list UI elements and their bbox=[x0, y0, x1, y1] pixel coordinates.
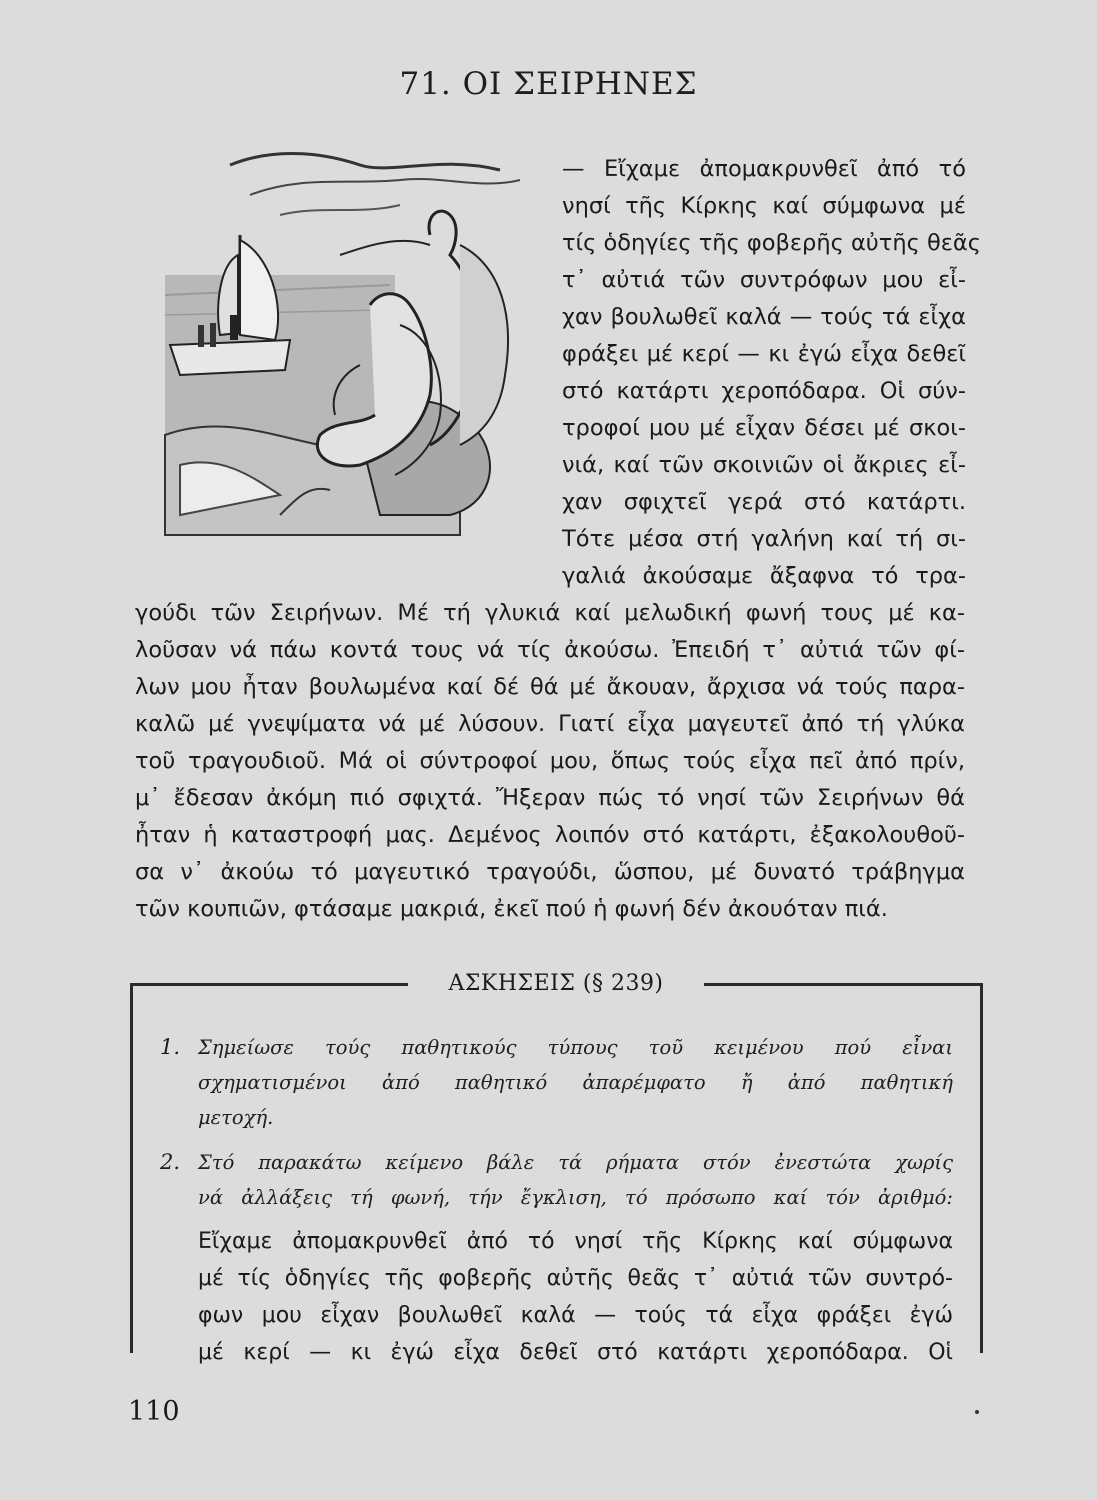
text-line: μ᾽ ἔδεσαν ἀκόμη πιό σφιχτά. Ἤξεραν πώς τό νησί τῶν Σειρήνων θά bbox=[135, 785, 965, 811]
text-line: χαν βουλωθεῖ καλά — τούς τά εἶχα bbox=[562, 304, 966, 330]
text-line: τοῦ τραγουδιοῦ. Μά οἱ σύντροφοί μου, ὅπως τούς εἶχα πεῖ ἀπό πρίν, bbox=[135, 748, 965, 774]
text-line: τῶν κουπιῶν, φτάσαμε μακριά, ἐκεῖ πού ἡ φωνή δέν ἀκουόταν πιά. bbox=[135, 896, 888, 922]
sirens-ship-drawing bbox=[160, 135, 560, 575]
exercise-number: 2. bbox=[160, 1150, 181, 1174]
text-line: νησί τῆς Κίρκης καί σύμφωνα μέ bbox=[562, 193, 966, 219]
text-line: νιά, καί τῶν σκοινιῶν οἱ ἄκριες εἶ- bbox=[562, 452, 966, 478]
text-line: λοῦσαν νά πάω κοντά τους νά τίς ἀκούσω. Ἐπειδή τ᾽ αὐτιά τῶν φί- bbox=[135, 637, 965, 663]
ink-dot bbox=[975, 1410, 979, 1414]
text-line: φράξει μέ κερί — κι ἐγώ εἶχα δεθεῖ bbox=[562, 341, 966, 367]
text-line: τίς ὁδηγίες τῆς φοβερῆς αὐτῆς θεᾶς bbox=[562, 230, 981, 256]
text-line: μέ τίς ὁδηγίες τῆς φοβερῆς αὐτῆς θεᾶς τ᾽ αὐτιά τῶν συντρό- bbox=[198, 1266, 953, 1291]
exercise-line: σχηματισμένοι ἀπό παθητικό ἀπαρέμφατο ἤ ἀπό παθητική bbox=[198, 1071, 953, 1094]
exercise-line: μετοχή. bbox=[198, 1106, 274, 1129]
text-line: σα ν᾽ ἀκούω τό μαγευτικό τραγούδι, ὥσπου, μέ δυνατό τράβηγμα bbox=[135, 859, 965, 885]
page-number: 110 bbox=[128, 1396, 180, 1427]
text-line: λων μου ἦταν βουλωμένα καί δέ θά μέ ἄκουαν, ἄρχισα νά τούς παρα- bbox=[135, 674, 965, 700]
text-line: τ᾽ αὐτιά τῶν συντρόφων μου εἶ- bbox=[562, 267, 966, 293]
text-line: στό κατάρτι χεροπόδαρα. Οἱ σύν- bbox=[562, 378, 966, 404]
chapter-title: 71. ΟΙ ΣΕΙΡΗΝΕΣ bbox=[399, 66, 698, 102]
text-line: μέ κερί — κι ἐγώ εἶχα δεθεῖ στό κατάρτι χεροπόδαρα. Οἱ bbox=[198, 1340, 953, 1365]
text-line: ἦταν ἡ καταστροφή μας. Δεμένος λοιπόν στό κατάρτι, ἐξακολουθοῦ- bbox=[135, 822, 965, 848]
text-line: τροφοί μου μέ εἶχαν δέσει μέ σκοι- bbox=[562, 415, 966, 441]
text-line: Εἴχαμε ἀπομακρυνθεῖ ἀπό τό νησί τῆς Κίρκης καί σύμφωνα bbox=[198, 1229, 953, 1254]
exercise-number: 1. bbox=[160, 1035, 181, 1059]
text-line: Τότε μέσα στή γαλήνη καί τή σι- bbox=[562, 526, 966, 552]
text-line: — Εἴχαμε ἀπομακρυνθεῖ ἀπό τό bbox=[562, 156, 966, 182]
exercise-line: Σημείωσε τούς παθητικούς τύπους τοῦ κειμένου πού εἶναι bbox=[198, 1036, 953, 1059]
text-line: καλῶ μέ γνεψίματα νά μέ λύσουν. Γιατί εἶχα μαγευτεῖ ἀπό τή γλύκα bbox=[135, 711, 965, 737]
text-line: γαλιά ἀκούσαμε ἄξαφνα τό τρα- bbox=[562, 563, 966, 589]
exercise-line: Στό παρακάτω κείμενο βάλε τά ρήματα στόν ἐνεστώτα χωρίς bbox=[198, 1151, 953, 1174]
text-line: γούδι τῶν Σειρήνων. Μέ τή γλυκιά καί μελωδική φωνή τους μέ κα- bbox=[135, 600, 965, 626]
text-line: φων μου εἶχαν βουλωθεῖ καλά — τούς τά εἶχα φράξει ἐγώ bbox=[198, 1303, 953, 1328]
exercise-line: νά ἀλλάξεις τή φωνή, τήν ἔγκλιση, τό πρόσωπο καί τόν ἀριθμό: bbox=[198, 1186, 953, 1209]
text-line: χαν σφιχτεῖ γερά στό κατάρτι. bbox=[562, 489, 966, 515]
exercises-heading: ΑΣΚΗΣΕΙΣ (§ 239) bbox=[408, 966, 704, 1002]
